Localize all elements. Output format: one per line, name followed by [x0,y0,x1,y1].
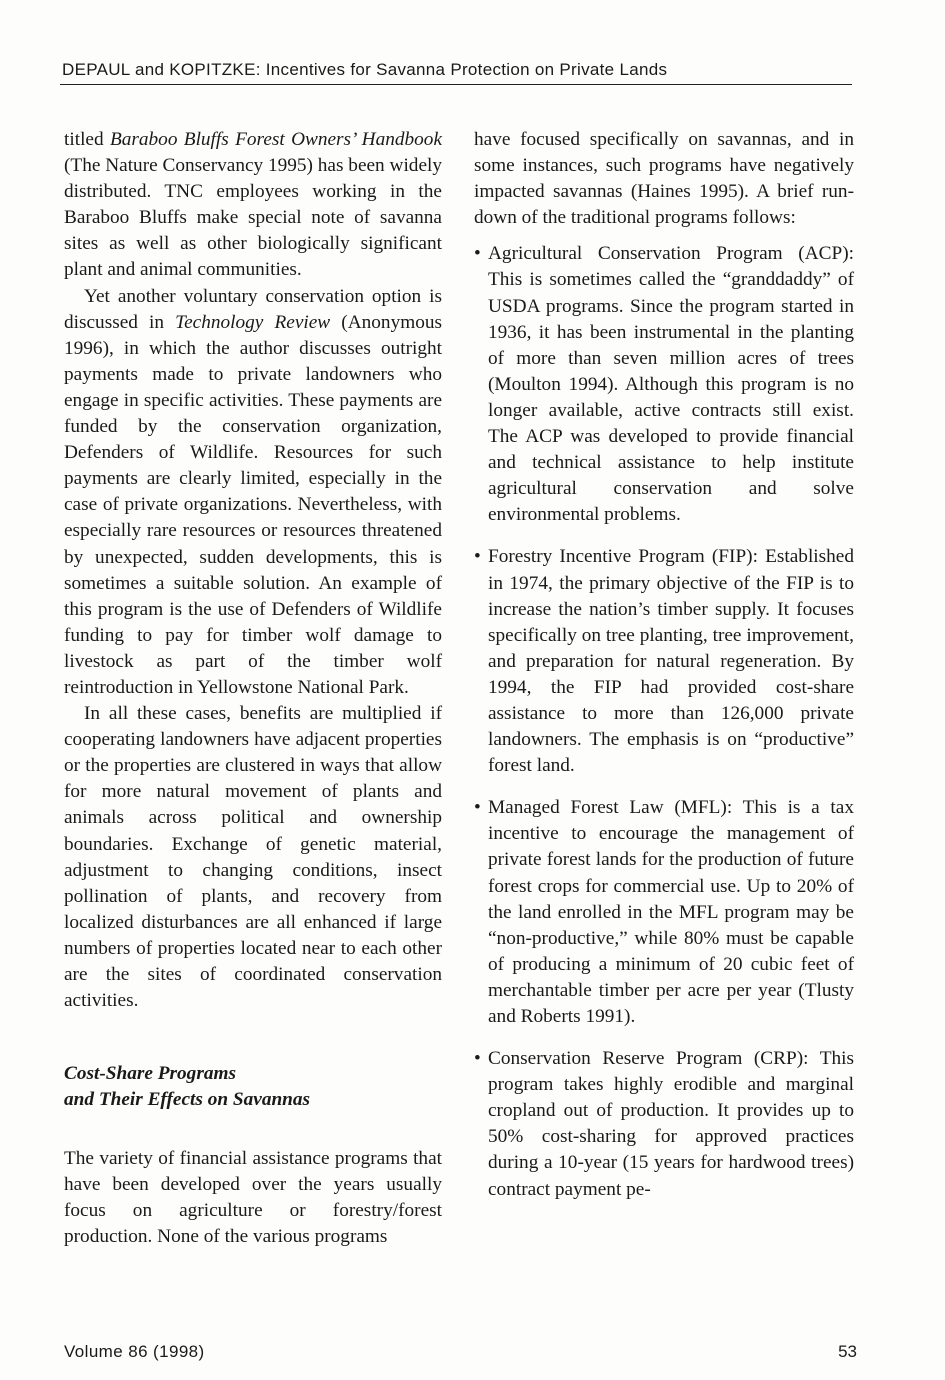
paragraph [64,284,442,702]
list-item [474,241,854,528]
paragraph-text: Yet another voluntary conservation option is discussed in [64,285,442,333]
section-heading [64,1061,442,1113]
paragraph: have focused specifically on savannas, and in some instances, such programs have negatively impacted savannas (Haines 1995). A brief run-down of the traditional programs follows: [474,129,854,229]
list-item [474,795,854,1030]
bullet-icon: • [474,243,481,265]
paragraph-text: (The Nature Conservancy 1995) has been widely distributed. TNC employees working in the Baraboo Bluffs make special note of savanna sites as well as other biologically significant plant and animal communities. [64,155,442,281]
header-rule [60,84,852,85]
section-heading-line: Cost-Share Programs [64,1063,236,1085]
journal-title: Technology Review [175,311,331,333]
list-item-text: Managed Forest Law (MFL): This is a tax incentive to encourage the management of private forest lands for the production of future forest crops for commercial use. Up to 20% of the land enrolled in the MFL program may be “non-productive,” while 80% must be capable of producing a minimum of 20 cubic feet of merchantable timber per acre per year (Tlusty and Roberts 1991). [488,797,854,1027]
list-item-text: Conservation Reserve Program (CRP): This program takes highly erodible and marginal cropland out of production. It provides up to 50% cost-sharing for approved practices during a 10-year (15 years for hardwood trees) contract payment pe- [488,1048,854,1200]
list-item [474,544,854,779]
list-item-text: Agricultural Conservation Program (ACP): This is sometimes called the “granddaddy” of USDA programs. Since the program started in 1936, it has been instrumental in the planting of more than seven million acres of trees (Moulton 1994). Although this program is no longer available, active contracts still exist. The ACP was developed to provide financial and technical assistance to help institute agricultural conservation and solve environmental problems. [488,243,854,526]
bullet-icon: • [474,546,481,568]
paragraph-text: (Anonymous 1996), in which the author discusses outright payments made to private landowners who engage in specific activities. These payments are funded by the conservation organization, Defenders of Wildlife. Resources for such payments are clearly limited, especially in the case of private organizations. Nevertheless, with especially rare resources or resources threatened by unexpected, sudden developments, this is sometimes a suitable solution. An example of this program is the use of Defenders of Wildlife funding to pay for timber wolf damage to livestock as part of the timber wolf reintroduction in Yellowstone National Park. [64,311,442,698]
book-title: Baraboo Bluffs Forest Owners’ Handbook [109,129,443,150]
section-heading-line: and Their Effects on Savannas [64,1089,311,1111]
volume-label: Volume 86 (1998) [64,1342,205,1361]
bullet-icon: • [474,797,481,819]
list-item [474,1046,854,1203]
running-head: DEPAUL and KOPITZKE: Incentives for Savanna Protection on Private Lands [62,60,668,79]
program-list [474,241,854,1202]
paragraph: The variety of financial assistance programs that have been developed over the years usually focus on agriculture or forestry/forest production. None of the various programs [64,1148,442,1248]
page-number: 53 [838,1342,857,1361]
list-item-text: Forestry Incentive Program (FIP): Established in 1974, the primary objective of the FIP is to increase the nation’s timber supply. It focuses specifically on tree planting, tree improvement, and preparation for natural regeneration. By 1994, the FIP had provided cost-share assistance to more than 126,000 private landowners. The emphasis is on “productive” forest land. [488,546,854,777]
left-column [64,127,442,1251]
bullet-icon: • [474,1048,481,1070]
right-column [474,127,854,1203]
paragraph: In all these cases, benefits are multiplied if cooperating landowners have adjacent properties or the properties are clustered in ways that allow for more natural movement of plants and animals across political and ownership boundaries. Exchange of genetic material, adjustment to changing conditions, insect pollination of plants, and recovery from localized disturbances are all enhanced if large numbers of properties located near to each other are the sites of coordinated conservation activities. [64,703,442,1012]
paragraph: titled Baraboo Bluffs Forest Owners’ Handbook (The Nature Conservancy 1995) has been widely distributed. TNC employees working in the Baraboo Bluffs make special note of savanna sites as well as other biologically significant plant and animal communities. [64,129,443,281]
